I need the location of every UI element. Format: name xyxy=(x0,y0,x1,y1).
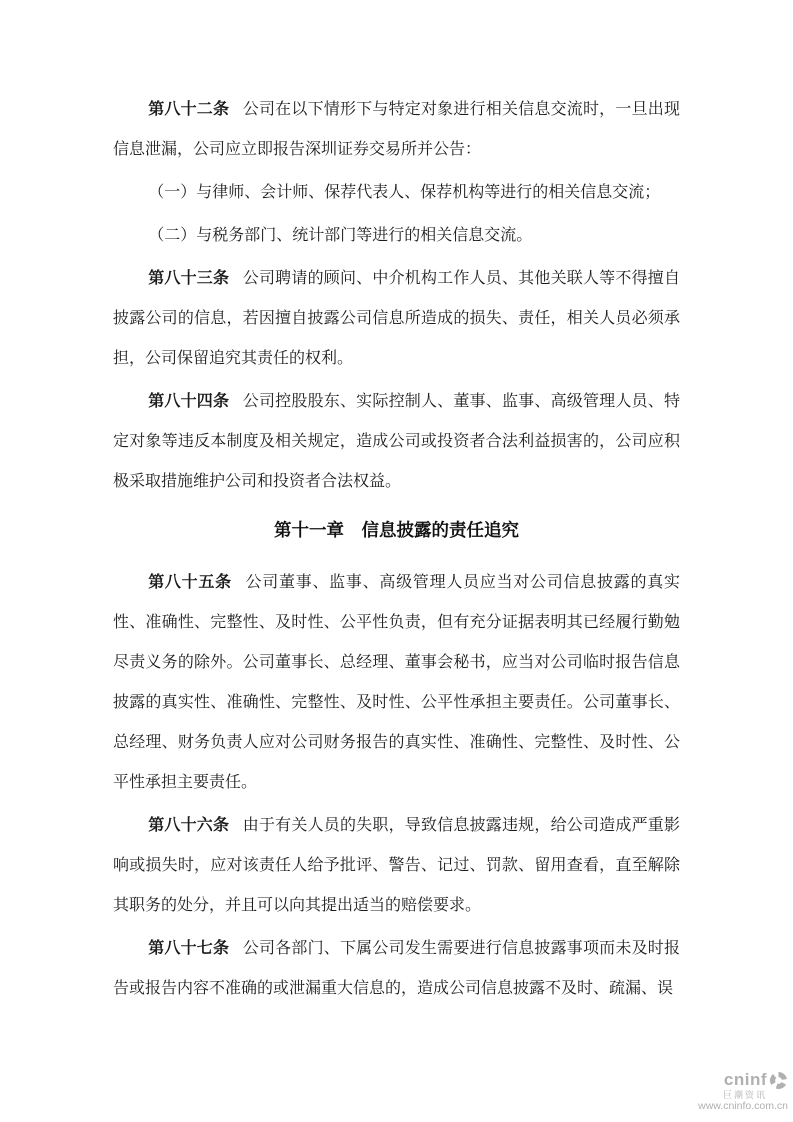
article-82-number: 第八十二条 xyxy=(148,101,230,118)
list-item-1: （一）与律师、会计师、保荐代表人、保荐机构等进行的相关信息交流； xyxy=(148,184,661,201)
cninfo-watermark xyxy=(698,1071,788,1113)
article-84-number: 第八十四条 xyxy=(148,393,230,410)
article-83-text: 公司聘请的顾问、中介机构工作人员、其他关联人等不得擅自披露公司的信息，若因擅自披露公司信息所造成的损失、责任，相关人员必须承担，公司保留追究其责任的权利。 xyxy=(113,270,680,367)
list-item-2: （二）与税务部门、统计部门等进行的相关信息交流。 xyxy=(148,227,533,244)
article-83 xyxy=(113,259,680,379)
article-85 xyxy=(113,563,680,803)
cninfo-swirl-icon xyxy=(769,1071,788,1090)
article-85-number: 第八十五条 xyxy=(148,574,232,591)
article-87 xyxy=(113,929,680,1009)
document-content xyxy=(113,90,680,1012)
cninfo-chinese-name: 巨潮资讯 xyxy=(722,1089,767,1100)
article-82 xyxy=(113,90,680,170)
article-86-text: 由于有关人员的失职，导致信息披露违规，给公司造成严重影响或损失时，应对该责任人给予批评、警告、记过、罚款、留用查看，直至解除其职务的处分，并且可以向其提出适当的赔偿要求。 xyxy=(113,817,680,914)
article-85-text: 公司董事、监事、高级管理人员应当对公司信息披露的真实性、准确性、完整性、及时性、公平性负责，但有充分证据表明其已经履行勤勉尽责义务的除外。公司董事长、总经理、董事会秘书，应当对公司临时报告信息披露的真实性、准确性、完整性、及时性、公平性承担主要责任。公司董事长、总经理、财务负责人应对公司财务报告的真实性、准确性、完整性、及时性、公平性承担主要责任。 xyxy=(113,574,680,791)
cninfo-brand-row xyxy=(698,1071,788,1090)
article-87-text: 公司各部门、下属公司发生需要进行信息披露事项而未及时报告或报告内容不准确的或泄漏重大信息的，造成公司信息披露不及时、疏漏、误 xyxy=(113,940,680,997)
chapter-heading: 第十一章 信息披露的责任追究 xyxy=(274,520,519,540)
article-86-number: 第八十六条 xyxy=(148,817,230,834)
article-82-text: 公司在以下情形下与特定对象进行相关信息交流时，一旦出现信息泄漏，公司应立即报告深圳证券交易所并公告： xyxy=(113,101,680,158)
article-83-number: 第八十三条 xyxy=(148,270,230,287)
article-84 xyxy=(113,382,680,502)
cninfo-brand-text: cninf xyxy=(723,1069,767,1089)
article-86 xyxy=(113,806,680,926)
article-84-text: 公司控股股东、实际控制人、董事、监事、高级管理人员、特定对象等违反本制度及相关规定，造成公司或投资者合法利益损害的，公司应积极采取措施维护公司和投资者合法权益。 xyxy=(113,393,680,490)
article-87-number: 第八十七条 xyxy=(148,940,230,957)
cninfo-url-text: www.cninfo.com.cn xyxy=(698,1100,788,1113)
